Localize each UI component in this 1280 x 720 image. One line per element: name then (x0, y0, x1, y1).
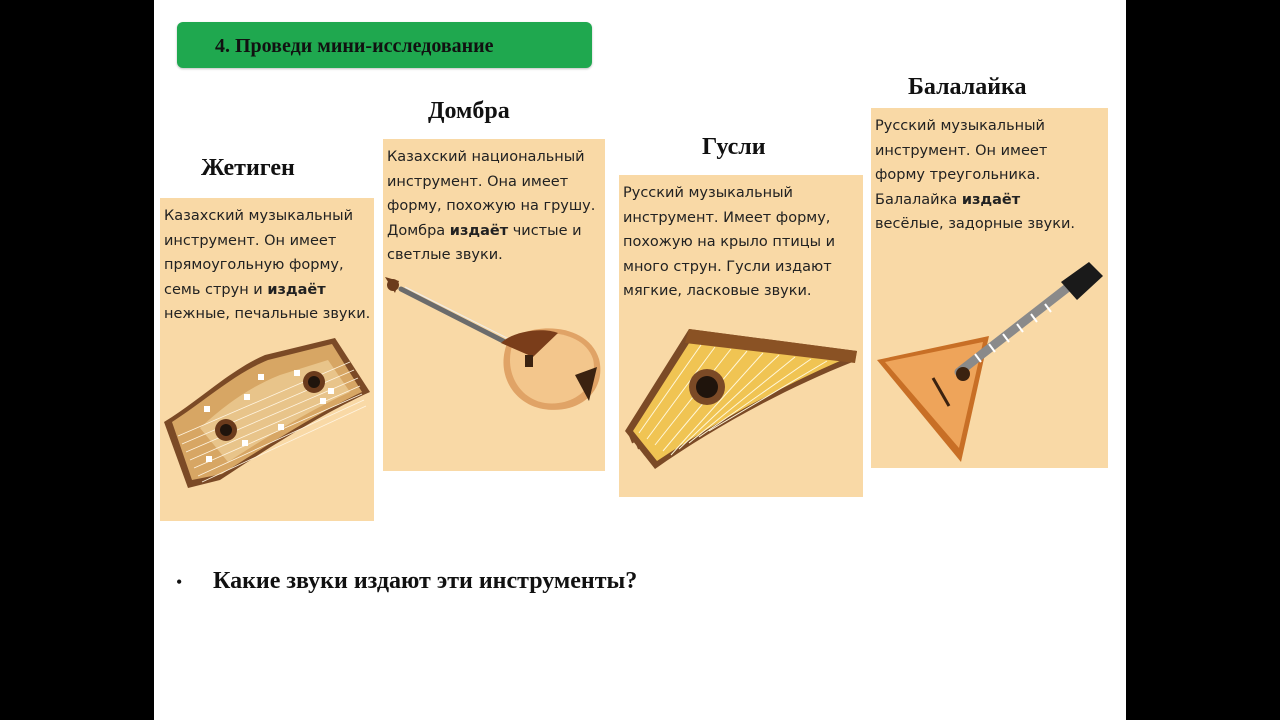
instrument-title-gusli: Гусли (702, 134, 766, 160)
balalaika-icon (871, 256, 1108, 466)
text-line: прямоугольную форму, (164, 257, 344, 273)
text-line: инструмент. Он имеет (164, 232, 337, 249)
slide (154, 0, 1126, 720)
text-line: инструмент. Она имеет (387, 173, 569, 190)
text-line (875, 188, 1075, 213)
text-fragment: Домбра (387, 222, 450, 239)
text-line: форму треугольника. (875, 167, 1041, 183)
instrument-title-zhetigen: Жетиген (201, 155, 295, 181)
instrument-title-dombra: Домбра (428, 98, 510, 124)
card-text-zhetigen (164, 204, 370, 327)
text-emphasis: издаёт (267, 281, 326, 298)
card-text-gusli (623, 181, 835, 304)
text-line (387, 219, 595, 244)
text-line: инструмент. Имеет форму, (623, 209, 831, 226)
text-line: Казахский национальный (387, 149, 585, 165)
text-line: мягкие, ласковые звуки. (623, 283, 812, 299)
text-line: Казахский музыкальный (164, 208, 354, 224)
text-line: инструмент. Он имеет (875, 142, 1048, 159)
text-fragment: семь струн и (164, 281, 268, 298)
text-line: много струн. Гусли издают (623, 258, 832, 275)
text-line: Русский музыкальный (875, 118, 1045, 134)
gusli-icon (619, 321, 863, 471)
text-line (164, 278, 370, 303)
card-text-balalaika (875, 114, 1075, 237)
text-line: нежные, печальные звуки. (164, 306, 371, 322)
text-line: весёлые, задорные звуки. (875, 216, 1075, 232)
text-fragment: чистые и (508, 222, 582, 239)
card-text-dombra (387, 145, 595, 268)
card-balalaika (871, 108, 1108, 468)
text-line: форму, похожую на грушу. (387, 198, 596, 214)
text-line: Русский музыкальный (623, 185, 793, 201)
card-gusli (619, 175, 863, 497)
text-fragment: Балалайка (875, 191, 962, 208)
slide-heading: 4. Проведи мини-исследование (215, 35, 494, 57)
card-zhetigen (160, 198, 374, 521)
text-line: светлые звуки. (387, 247, 503, 263)
instrument-title-balalaika: Балалайка (908, 74, 1027, 100)
text-line: похожую на крыло птицы и (623, 234, 836, 250)
heading-banner (177, 22, 592, 68)
text-emphasis: издаёт (961, 191, 1021, 208)
question-bullet: • (176, 572, 183, 592)
card-dombra (383, 139, 605, 471)
question-text: Какие звуки издают эти инструменты? (213, 568, 638, 594)
zhetigen-icon (160, 330, 374, 490)
text-emphasis: издаёт (449, 222, 509, 239)
dombra-icon (383, 271, 605, 421)
